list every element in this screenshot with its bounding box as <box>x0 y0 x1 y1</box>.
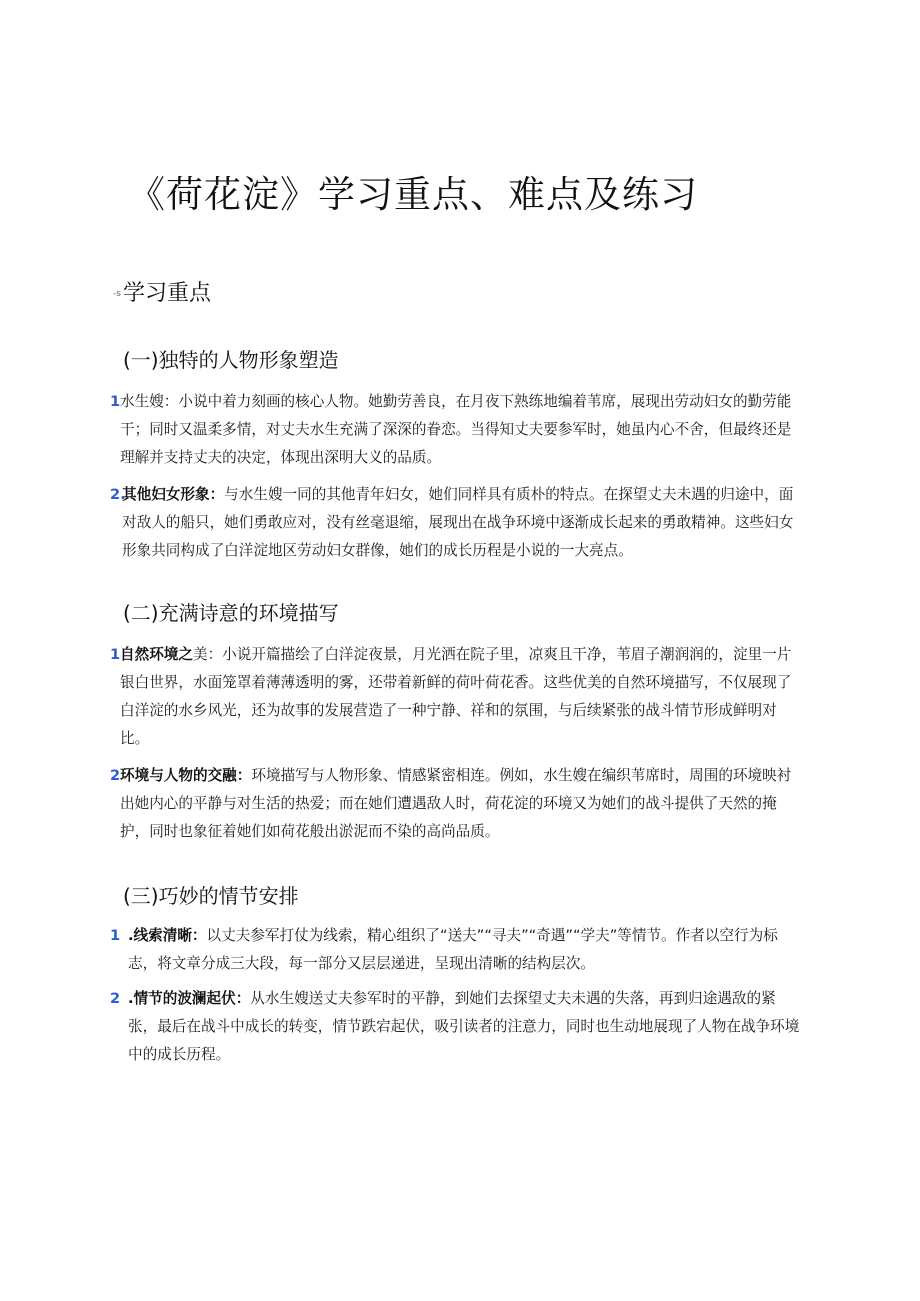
item-number: 1 <box>110 393 121 410</box>
list-item <box>110 641 802 753</box>
list-item <box>110 922 802 978</box>
item-lead: 其他妇女形象： <box>122 486 225 503</box>
item-lead: 自然环境之 <box>120 646 193 663</box>
document-title: 《荷花淀》学习重点、难点及练习 <box>128 173 698 216</box>
item-number: 1 <box>110 646 121 663</box>
item-text <box>110 641 802 753</box>
item-body: 从水生嫂送丈夫参军时的平静，到她们去探望丈夫未遇的失落，再到归途遇敌的紧张，最后在战斗中成长的转变，情节跌宕起伏，吸引读者的注意力，同时也生动地展现了人物在战争环境中的成长历程。 <box>128 990 800 1063</box>
section-heading-key-points <box>113 276 211 307</box>
list-item <box>110 388 802 472</box>
item-text <box>110 762 802 846</box>
item-text <box>110 388 802 472</box>
item-body: 与水生嫂一同的其他青年妇女，她们同样具有质朴的特点。在探望丈夫未遇的归途中，面对敌人的船只，她们勇敢应对，没有丝毫退缩，展现出在战争环境中逐渐成长起来的勇敢精神。这些妇女形象共同构成了白洋淀地区劳动妇女群像，她们的成长历程是小说的一大亮点。 <box>122 486 794 559</box>
item-lead: .线索清晰： <box>128 927 207 944</box>
item-text <box>110 985 802 1069</box>
item-lead: 环境与人物的交融： <box>120 767 252 784</box>
subheading-character-portrayal: (一)独特的人物形象塑造 <box>123 348 339 372</box>
section-heading-text: 学习重点 <box>122 281 211 306</box>
item-lead: .情节的波澜起伏： <box>128 990 251 1007</box>
item-lead: 水生嫂 <box>120 393 164 410</box>
item-body: 以丈夫参军打仗为线索，精心组织了“送夫”“寻夫”“奇遇”“学夫”等情节。作者以空行为标志，将文章分成三大段，每一部分又层层递进，呈现出清晰的结构层次。 <box>128 927 778 972</box>
item-number: 2. <box>110 486 126 503</box>
item-number: 2 <box>110 767 121 784</box>
subheading-plot-arrangement: (三)巧妙的情节安排 <box>123 884 299 908</box>
list-item <box>110 762 802 846</box>
item-number: 2 <box>110 990 121 1007</box>
item-number: 1 <box>110 927 121 944</box>
list-item <box>110 985 802 1069</box>
section-marker: -s <box>113 289 121 299</box>
item-text <box>110 481 802 565</box>
item-text <box>110 922 802 978</box>
item-body: 环境描写与人物形象、情感紧密相连。例如，水生嫂在编织苇席时，周围的环境映衬出她内心的平静与对生活的热爱；而在她们遭遇敌人时，荷花淀的环境又为她们的战斗提供了天然的掩护，同时也象征着她们如荷花般出淤泥而不染的高尚品质。 <box>120 767 792 840</box>
item-body: ：小说中着力刻画的核心人物。她勤劳善良，在月夜下熟练地编着苇席，展现出劳动妇女的勤劳能干；同时又温柔多情，对丈夫水生充满了深深的眷恋。当得知丈夫要参军时，她虽内心不舍，但最终还是理解并支持丈夫的决定，体现出深明大义的品质。 <box>120 393 792 466</box>
item-body: 美：小说开篇描绘了白洋淀夜景，月光洒在院子里，凉爽且干净，苇眉子潮润润的，淀里一片银白世界，水面笼罩着薄薄透明的雾，还带着新鲜的荷叶荷花香。这些优美的自然环境描写，不仅展现了白洋淀的水乡风光，还为故事的发展营造了一种宁静、祥和的氛围，与后续紧张的战斗情节形成鲜明对比。 <box>120 646 792 747</box>
subheading-environment-description: (二)充满诗意的环境描写 <box>123 601 339 625</box>
list-item <box>110 481 802 565</box>
